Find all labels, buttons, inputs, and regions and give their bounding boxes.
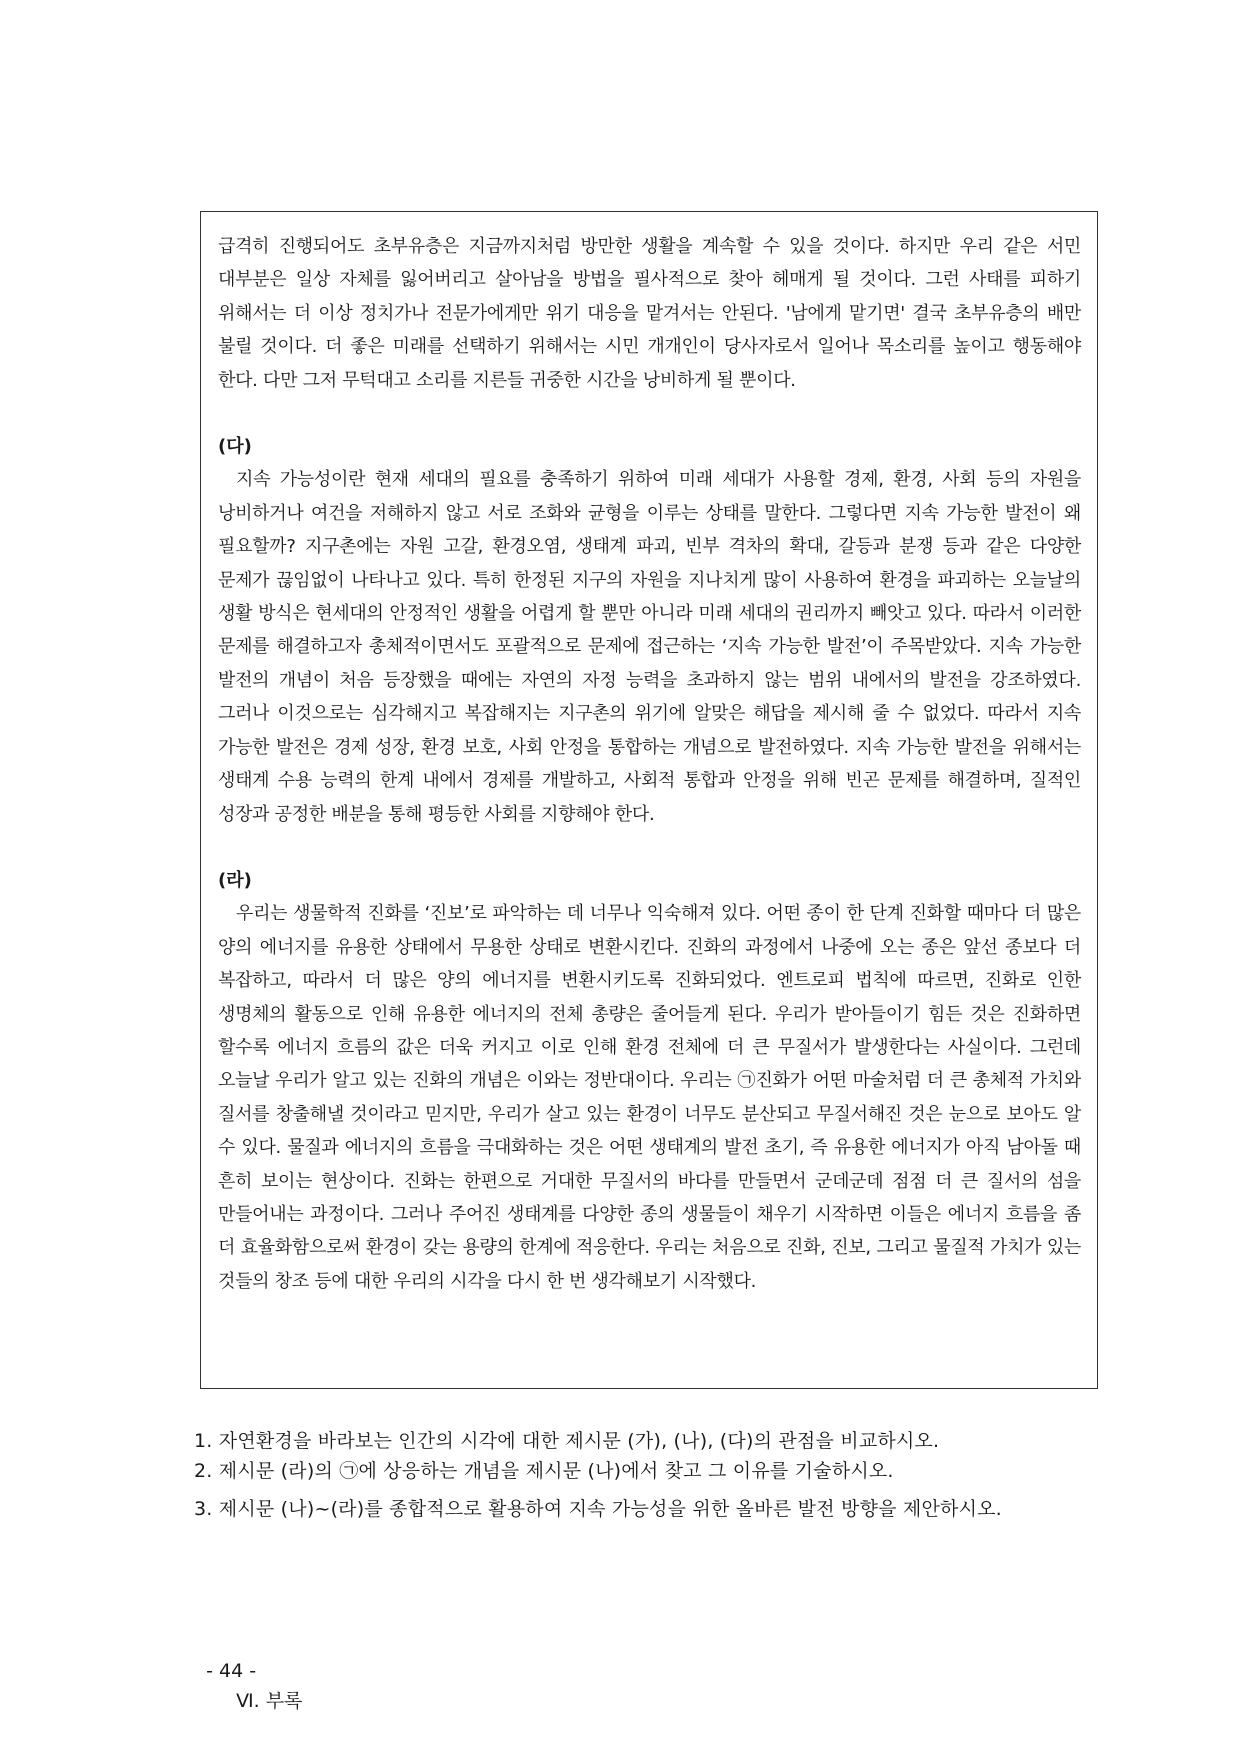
- footer-section-title: Ⅵ. 부록: [236, 1690, 303, 1712]
- section-text-ra: 우리는 생물학적 진화를 ‘진보’로 파악하는 데 너무나 익숙해져 있다. 어떤 종이 한 단계 진화할 때마다 더 많은 양의 에너지를 유용한 상태에서 무용한 상태로 변환시킨다. 진화의 과정에서 나중에 오는 종은 앞선 종보다 더 복잡하고, 따라서 더 많은 양의 에너지를 변환시키도록 진화되었다. 엔트로피 법칙에 따르면, 진화로 인한 생명체의 활동으로 인해 유용한 에너지의 전체 총량은 줄어들게 된다. 우리가 받아들이기 힘든 것은 진화하면 할수록 에너지 흐름의 값은 더욱 커지고 이로 인해 환경 전체에 더 큰 무질서가 발생한다는 사실이다. 그런데 오늘날 우리가 알고 있는 진화의 개념은 이와는 정반대이다. 우리는 ㉠진화가 어떤 마술처럼 더 큰 총체적 가치와 질서를 창출해낼 것이라고 믿지만, 우리가 살고 있는 환경이 너무도 분산되고 무질서해진 것은 눈으로 보아도 알 수 있다. 물질과 에너지의 흐름을 극대화하는 것은 어떤 생태계의 발전 초기, 즉 유용한 에너지가 아직 남아돌 때 흔히 보이는 현상이다. 진화는 한편으로 거대한 무질서의 바다를 만들면서 군데군데 점점 더 큰 질서의 섬을 만들어내는 과정이다. 그러나 주어진 생태계를 다양한 종의 생물들이 채우기 시작하면 이들은 에너지 흐름을 좀 더 효율화함으로써 환경이 갖는 용량의 한계에 적응한다. 우리는 처음으로 진화, 진보, 그리고 물질적 가치가 있는 것들의 창조 등에 대한 우리의 시각을 다시 한 번 생각해보기 시작했다.: [218, 903, 1081, 1292]
- page-footer: [194, 1626, 302, 1716]
- page-number: - 44 -: [206, 1660, 257, 1682]
- passage-box: [200, 211, 1098, 1389]
- question-2: 2. 제시문 (라)의 ㉠에 상응하는 개념을 제시문 (나)에서 찾고 그 이유를 기술하시오.: [194, 1460, 894, 1482]
- section-label-da: (다): [218, 436, 252, 458]
- question-list: [194, 1426, 1094, 1524]
- question-1: 1. 자연환경을 바라보는 인간의 시각에 대한 제시문 (가), (나), (다)의 관점을 비교하시오.: [194, 1430, 940, 1452]
- section-spacer: [218, 831, 1081, 864]
- intro-paragraph: 급격히 진행되어도 초부유층은 지금까지처럼 방만한 생활을 계속할 수 있을 것이다. 하지만 우리 같은 서민 대부분은 일상 자체를 잃어버리고 살아남을 방법을 필사적으로 찾아 헤매게 될 것이다. 그런 사태를 피하기 위해서는 더 이상 정치가나 전문가에게만 위기 대응을 맡겨서는 안된다. '남에게 맡기면' 결국 초부유층의 배만 불릴 것이다. 더 좋은 미래를 선택하기 위해서는 시민 개개인이 당사자로서 일어나 목소리를 높이고 행동해야 한다. 다만 그저 무턱대고 소리를 지른들 귀중한 시간을 낭비하게 될 뿐이다.: [218, 236, 1081, 391]
- section-spacer: [218, 397, 1081, 430]
- section-label-ra: (라): [218, 869, 252, 891]
- question-3: 3. 제시문 (나)~(라)를 종합적으로 활용하여 지속 가능성을 위한 올바른 발전 방향을 제안하시오.: [194, 1498, 1002, 1520]
- section-text-da: 지속 가능성이란 현재 세대의 필요를 충족하기 위하여 미래 세대가 사용할 경제, 환경, 사회 등의 자원을 낭비하거나 여건을 저해하지 않고 서로 조화와 균형을 이루는 상태를 말한다. 그렇다면 지속 가능한 발전이 왜 필요할까? 지구촌에는 자원 고갈, 환경오염, 생태계 파괴, 빈부 격차의 확대, 갈등과 분쟁 등과 같은 다양한 문제가 끊임없이 나타나고 있다. 특히 한정된 지구의 자원을 지나치게 많이 사용하여 환경을 파괴하는 오늘날의 생활 방식은 현세대의 안정적인 생활을 어렵게 할 뿐만 아니라 미래 세대의 권리까지 빼앗고 있다. 따라서 이러한 문제를 해결하고자 총체적이면서도 포괄적으로 문제에 접근하는 ‘지속 가능한 발전’이 주목받았다. 지속 가능한 발전의 개념이 처음 등장했을 때에는 자연의 자정 능력을 초과하지 않는 범위 내에서의 발전을 강조하였다. 그러나 이것으로는 심각해지고 복잡해지는 지구촌의 위기에 알맞은 해답을 제시해 줄 수 없었다. 따라서 지속 가능한 발전은 경제 성장, 환경 보호, 사회 안정을 통합하는 개념으로 발전하였다. 지속 가능한 발전을 위해서는 생태계 수용 능력의 한계 내에서 경제를 개발하고, 사회적 통합과 안정을 위해 빈곤 문제를 해결하며, 질적인 성장과 공정한 배분을 통해 평등한 사회를 지향해야 한다.: [218, 469, 1081, 825]
